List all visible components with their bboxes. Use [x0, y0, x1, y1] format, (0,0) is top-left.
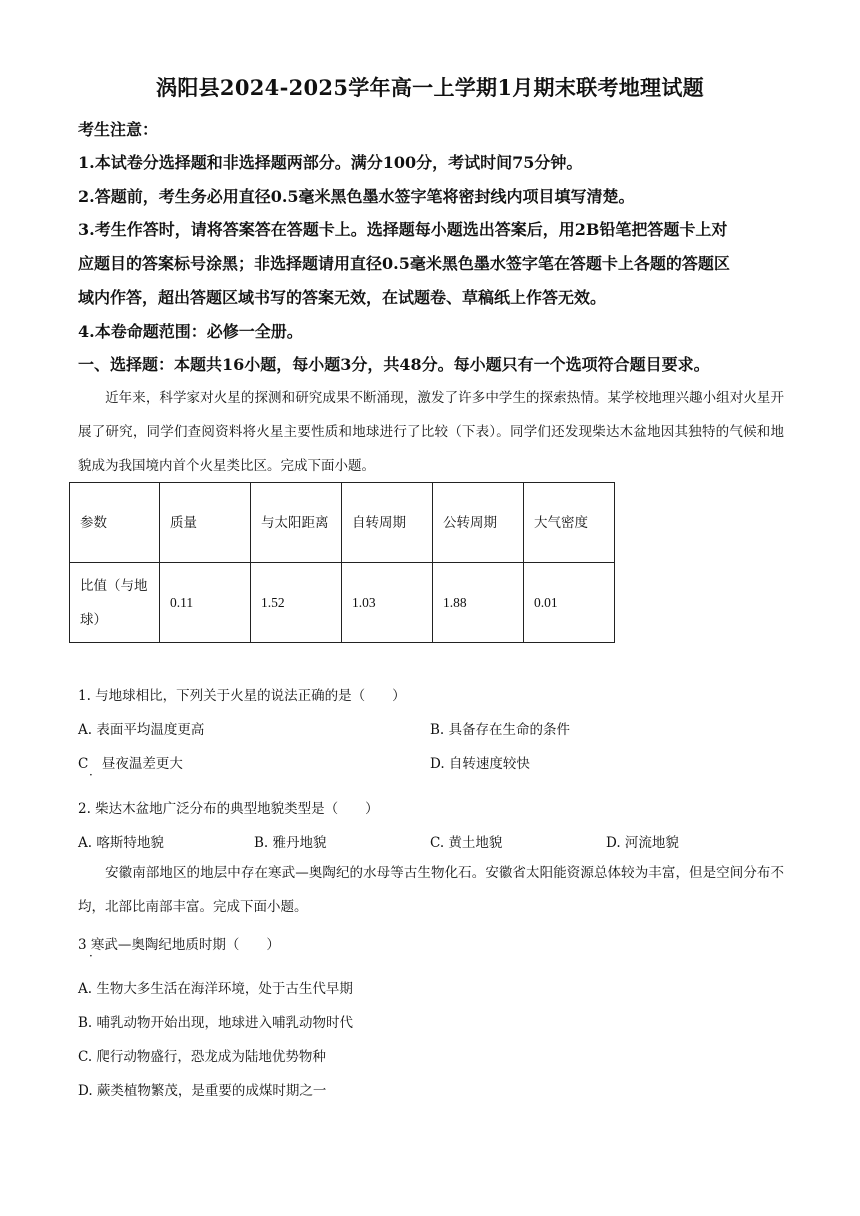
- question-1-option-d: D. 自转速度较快: [430, 756, 530, 772]
- question-2-option-d: D. 河流地貌: [606, 835, 679, 851]
- question-1-option-c: C 昼夜温差更大: [78, 756, 183, 772]
- page-title: 涡阳县2024-2025学年高一上学期1月期末联考地理试题: [156, 75, 704, 100]
- question-1-option-b: B. 具备存在生命的条件: [430, 722, 571, 738]
- passage-anhui: [78, 856, 784, 924]
- notice-item-3-line-3: 域内作答，超出答题区域书写的答案无效，在试题卷、草稿纸上作答无效。: [78, 288, 607, 307]
- question-3-option-c: C. 爬行动物盛行，恐龙成为陆地优势物种: [78, 1049, 326, 1065]
- table-header-row: [70, 483, 615, 563]
- table-header-cell: 与太阳距离: [251, 483, 342, 563]
- question-2-option-b: B. 雅丹地貌: [254, 835, 327, 851]
- question-3-stem: 3 寒武—奥陶纪地质时期（ ）: [78, 937, 280, 953]
- mark-dot: ·: [89, 768, 93, 782]
- question-3-option-d: D. 蕨类植物繁茂，是重要的成煤时期之一: [78, 1083, 327, 1099]
- table-header-cell: 自转周期: [342, 483, 433, 563]
- mars-earth-comparison-table: [69, 482, 615, 643]
- table-cell: 1.52: [251, 563, 342, 643]
- passage-mars: [78, 381, 784, 483]
- table-cell: 0.01: [524, 563, 615, 643]
- question-2-stem: 2. 柴达木盆地广泛分布的典型地貌类型是（ ）: [78, 801, 379, 817]
- question-1-stem: 1. 与地球相比，下列关于火星的说法正确的是（ ）: [78, 688, 406, 704]
- notice-item-4: 4.本卷命题范围：必修一全册。: [78, 322, 303, 341]
- table-header-cell: 大气密度: [524, 483, 615, 563]
- table-header-cell: 质量: [160, 483, 251, 563]
- table-row-label: 比值（与地球）: [70, 563, 160, 643]
- mark-dot: ·: [89, 949, 93, 963]
- section-heading: 一、选择题：本题共16小题，每小题3分，共48分。每小题只有一个选项符合题目要求。: [78, 355, 710, 374]
- question-3-option-a: A. 生物大多生活在海洋环境，处于古生代早期: [78, 981, 353, 997]
- notice-heading: 考生注意：: [78, 120, 159, 139]
- notice-item-3-line-1: 3.考生作答时，请将答案答在答题卡上。选择题每小题选出答案后，用2B铅笔把答题卡上对: [78, 220, 728, 239]
- table-cell: 1.88: [433, 563, 524, 643]
- question-1-option-a: A. 表面平均温度更高: [78, 722, 205, 738]
- notice-item-3-line-2: 应题目的答案标号涂黑；非选择题请用直径0.5毫米黑色墨水签字笔在答题卡上各题的答题区: [78, 254, 730, 273]
- notice-item-1: 1.本试卷分选择题和非选择题两部分。满分100分，考试时间75分钟。: [78, 153, 583, 172]
- table-header-cell: 参数: [70, 483, 160, 563]
- table-cell: 1.03: [342, 563, 433, 643]
- question-2-option-c: C. 黄土地貌: [430, 835, 503, 851]
- table-row: [70, 563, 615, 643]
- passage-mars-text: 近年来，科学家对火星的探测和研究成果不断涌现，激发了许多中学生的探索热情。某学校地理兴趣小组对火星开展了研究，同学们查阅资料将火星主要性质和地球进行了比较（下表）。同学们还发现柴达木盆地因其独特的气候和地貌成为我国境内首个火星类比区。完成下面小题。: [78, 390, 784, 474]
- question-2-option-a: A. 喀斯特地貌: [78, 835, 164, 851]
- table-cell: 0.11: [160, 563, 251, 643]
- passage-anhui-text: 安徽南部地区的地层中存在寒武—奥陶纪的水母等古生物化石。安徽省太阳能资源总体较为丰富，但是空间分布不均，北部比南部丰富。完成下面小题。: [78, 865, 784, 915]
- table-header-cell: 公转周期: [433, 483, 524, 563]
- notice-item-2: 2.答题前，考生务必用直径0.5毫米黑色墨水签字笔将密封线内项目填写清楚。: [78, 187, 635, 206]
- question-3-option-b: B. 哺乳动物开始出现，地球进入哺乳动物时代: [78, 1015, 354, 1031]
